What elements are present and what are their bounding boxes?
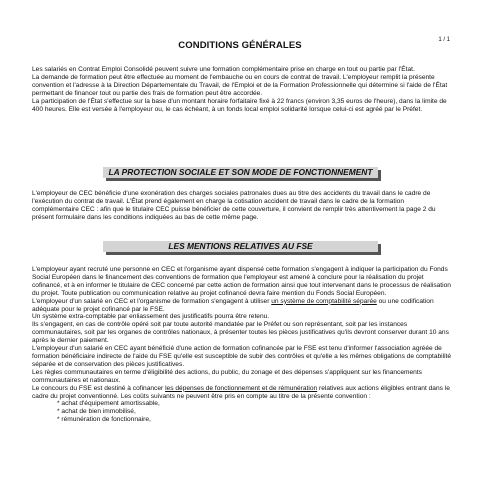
fse-paragraph-3: Un système extra-comptable par enliassement des justificatifs pourra être retenu.: [32, 313, 270, 321]
intro-paragraph-1: Les salariés en Contrat Emploi Consolidé peuvent suivre une formation complémentaire prise en charge en tout ou partie par l'État.: [32, 66, 415, 73]
fse-paragraph-2: [32, 298, 452, 314]
depenses-fonctionnement-text: les dépenses de fonctionnement et de rémunération: [165, 384, 318, 392]
comptabilite-separee-text: un système de comptabilité séparée: [271, 297, 377, 305]
fse-paragraph-6: Les règles communautaires en terme d'éligibilité des actions, du public, du zonage et des dépenses s'appliquent sur les financements communautaires et nationaux.: [32, 368, 422, 384]
mentions-fse-section: [32, 266, 452, 424]
fse-paragraph-1: L'employeur ayant recruté une personne en CEC et l'organisme ayant dispensé cette formation s'engagent à indiquer la participation du Fonds Social Européen dans le financement des conventions de formation que l'employeur est amené à conclure pour la réalisation du projet cofinancé, et à en informer le titulaire de CEC concerné par cette action de formation ainsi que tout intervenant dans le processus de réalisation du projet. Toute publication ou communication relative au projet cofinancé devra faire mention du Fonds Social Européen.: [32, 266, 451, 297]
protection-sociale-paragraph: L'employeur de CEC bénéficie d'une exonération des charges sociales patronales dues au titre des accidents du travail dans le cadre de l'exécution du contrat de travail. L'État prend également en charge la cotisation accident de travail dans le cadre de la formation complémentaire CEC : afin que le titulaire CEC puisse bénéficier de cette couverture, il convient de remplir très attentivement la page 2 du présent formulaire dans les conditions indiquées au bas de cette même page.: [32, 190, 436, 221]
fse-paragraph-2-end: ou une codification adéquate pour le projet cofinancé par le FSE.: [32, 297, 434, 313]
fse-paragraph-7-end: relatives aux actions éligibles entrant dans le cadre du projet conventionné. Les coûts suivants ne peuvent être pris en compte au titre de la présente convention :: [32, 384, 450, 400]
fse-paragraph-2-start: L'employeur d'un salarié en CEC et l'organisme de formation s'engagent à utiliser: [32, 297, 272, 305]
fse-paragraph-7-start: Le concours du FSE est destiné à cofinancer: [32, 384, 166, 392]
section-heading-protection-sociale: LA PROTECTION SOCIALE ET SON MODE DE FONCTIONNEMENT: [103, 167, 378, 178]
fse-paragraph-7: [32, 385, 452, 401]
intro-section: [32, 66, 452, 113]
protection-sociale-section: [32, 190, 452, 222]
list-item: * achat d'équipement amortissable,: [57, 400, 160, 408]
intro-paragraph-2: La demande de formation peut être effectuée au moment de l'embauche ou en cours de contrat de travail. L'employeur remplit la présente convention et l'adresse à la Direction Départementale du Travail, de l'Emploi et de la Formation Professionnelle qui détermine si l'aide de l'État permettant de financer tout ou partie des frais de formation peut être accordée.: [32, 73, 448, 97]
fse-paragraph-5: L'employeur d'un salarié en CEC ayant bénéficié d'une action de formation cofinancée par le FSE est tenu d'informer l'association agréée de formation bénéficiaire indirecte de l'aide du FSE qu'elle est susceptible de subir des contrôles et qu'elle a les mêmes obligations de comptabilité séparée et de conservation des pièces justificatives.: [32, 345, 452, 368]
list-item: * rémunération de fonctionnaire,: [57, 416, 151, 424]
page-title: CONDITIONS GÉNÉRALES: [178, 40, 302, 51]
page-number: 1 / 1: [438, 37, 450, 43]
list-item: * achat de bien immobilisé,: [57, 408, 136, 416]
section-heading-mentions-fse: LES MENTIONS RELATIVES AU FSE: [103, 241, 378, 252]
fse-paragraph-4: Ils s'engagent, en cas de contrôle opéré soit par toute autorité mandatée par le Préfet ou son représentant, soit par les instances communautaires, soit par les organes de contrôles nationaux, à présenter toutes les pièces justificatives qu'ils devront conserver durant 10 ans après le dernier paiement.: [32, 321, 449, 345]
intro-paragraph-3: La participation de l'État s'effectue sur la base d'un montant horaire forfaitaire fixé à 22 francs (environ 3,35 euros de l'heure), dans la limite de 400 heures. Elle est versée à l'employeur ou, le cas échéant, à un fonds local emploi solidarité lorsque celui-ci est agréé par le Préfet.: [32, 97, 447, 113]
